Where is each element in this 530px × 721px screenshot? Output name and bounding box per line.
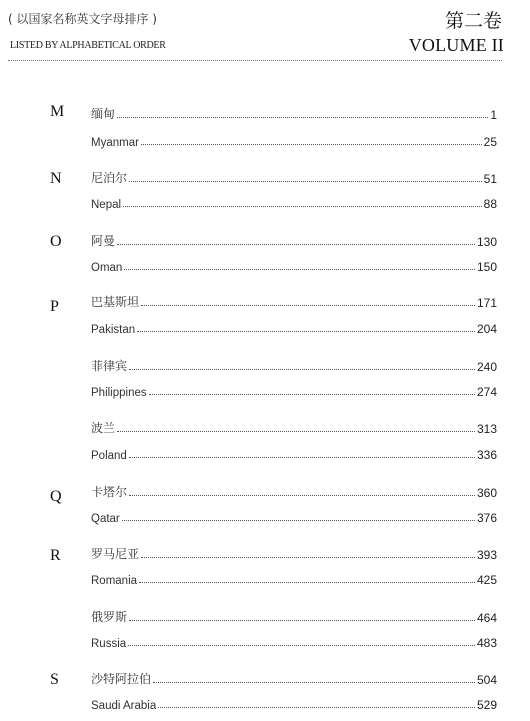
page-number: 393 [476,548,497,562]
page-number: 25 [483,135,497,149]
page-number: 360 [476,486,497,500]
country-name-en: Saudi Arabia [91,700,157,712]
country-name-cn: 阿曼 [91,234,116,248]
dot-leader [141,557,475,558]
toc-entry-poland-en[interactable] [91,444,497,462]
country-name-cn: 罗马尼亚 [91,547,140,561]
toc-entry-nepal-en[interactable] [91,193,497,211]
page-number: 464 [476,611,497,625]
toc-entry-russia-cn[interactable] [91,607,497,625]
page-number: 504 [476,673,497,687]
toc-entry-nepal-cn[interactable] [91,168,497,186]
section-letter-q: Q [50,488,62,505]
dot-leader [139,582,475,583]
dot-leader [117,117,488,118]
country-name-en: Oman [91,262,123,274]
country-name-cn: 俄罗斯 [91,610,128,624]
country-name-cn: 尼泊尔 [91,171,128,185]
page-number: 483 [476,636,497,650]
country-name-en: Poland [91,450,127,462]
toc-entry-qatar-cn[interactable] [91,482,497,500]
page-number: 376 [476,511,497,525]
country-name-en: Pakistan [91,324,136,336]
dot-leader [158,707,475,708]
page-number: 51 [483,172,497,186]
page-number: 274 [476,385,497,399]
country-name-cn: 缅甸 [91,107,116,121]
toc-entry-myanmar-en[interactable] [91,131,497,149]
page-number: 150 [476,260,497,274]
country-name-en: Russia [91,638,127,650]
toc-entry-oman-cn[interactable] [91,231,497,249]
dot-leader [129,495,475,496]
toc-entry-pakistan-en[interactable] [91,318,497,336]
subtitle-english: LISTED BY ALPHABETICAL ORDER [10,40,166,51]
section-letter-p: P [50,298,59,315]
country-name-cn: 卡塔尔 [91,485,128,499]
country-name-cn: 菲律宾 [91,359,128,373]
dot-leader [124,269,475,270]
dot-leader [129,369,475,370]
country-name-en: Romania [91,575,138,587]
page-number: 240 [476,360,497,374]
page-number: 171 [476,296,497,310]
volume-title-english: VOLUME II [408,35,504,55]
country-name-en: Nepal [91,199,122,211]
page-number: 529 [476,698,497,712]
dot-leader [141,144,482,145]
section-letter-m: M [50,103,65,120]
dot-leader [122,520,475,521]
toc-entry-romania-en[interactable] [91,569,497,587]
toc-entry-myanmar-cn[interactable] [91,104,497,122]
section-letter-n: N [50,170,62,187]
page-number: 204 [476,322,497,336]
country-name-cn: 波兰 [91,421,116,435]
country-name-en: Qatar [91,513,120,525]
country-name-cn: 沙特阿拉伯 [91,672,152,686]
toc-entry-poland-cn[interactable] [91,418,497,436]
toc-entry-saudi-arabia-cn[interactable] [91,669,497,687]
page-number: 336 [476,448,497,462]
dot-leader [129,181,482,182]
toc-entry-qatar-en[interactable] [91,507,497,525]
toc-entry-philippines-en[interactable] [91,381,497,399]
country-name-cn: 巴基斯坦 [91,295,140,309]
page-number: 88 [483,197,497,211]
dot-leader [117,431,475,432]
dot-leader [123,206,482,207]
dot-leader [128,645,475,646]
toc-entry-russia-en[interactable] [91,632,497,650]
volume-title-chinese: 第二卷 [444,10,502,32]
country-name-en: Myanmar [91,137,139,149]
dot-leader [129,620,475,621]
page-number: 1 [490,108,497,122]
page-number: 425 [476,573,497,587]
dot-leader [153,682,475,683]
dot-leader [141,305,475,306]
dot-leader [117,244,475,245]
section-letter-r: R [50,547,61,564]
page-number: 313 [476,422,497,436]
country-name-en: Philippines [91,387,147,399]
section-letter-o: O [50,233,62,250]
page-header [0,0,530,64]
dot-leader [129,457,475,458]
section-letter-s: S [50,671,59,688]
page-number: 130 [476,235,497,249]
toc-entry-romania-cn[interactable] [91,544,497,562]
toc-entry-saudi-arabia-en[interactable] [91,694,497,712]
dot-leader [137,331,475,332]
toc-entry-philippines-cn[interactable] [91,356,497,374]
subtitle-chinese: ( 以国家名称英文字母排序 ) [8,12,157,26]
toc-entry-pakistan-cn[interactable] [91,292,497,310]
toc-entry-oman-en[interactable] [91,256,497,274]
dot-leader [149,394,475,395]
header-divider [8,60,502,61]
